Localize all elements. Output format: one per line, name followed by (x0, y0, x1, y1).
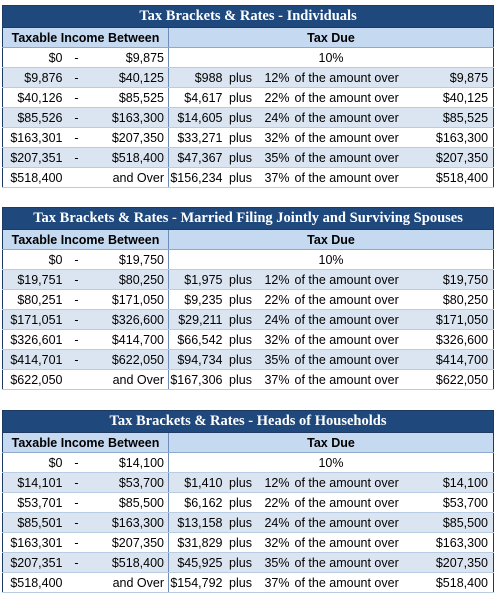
table-row (3, 88, 494, 108)
tax-rate: 35% (257, 148, 293, 168)
range-dash: - (65, 88, 89, 108)
amount-over-value: $14,100 (407, 473, 494, 493)
plus-label: plus (225, 533, 257, 553)
base-tax: $45,925 (169, 553, 225, 573)
amount-over-value: $518,400 (407, 573, 494, 593)
plus-label: plus (225, 493, 257, 513)
income-to: $9,875 (89, 48, 169, 68)
tax-rate: 35% (257, 350, 293, 370)
table-row (3, 573, 494, 593)
table-row (3, 108, 494, 128)
amount-over-value: $518,400 (407, 168, 494, 188)
income-from: $0 (3, 453, 65, 473)
table-row (3, 453, 494, 473)
plus-label: plus (225, 148, 257, 168)
income-to: $622,050 (89, 350, 169, 370)
header-tax-due: Tax Due (169, 433, 494, 453)
range-dash: - (65, 250, 89, 270)
header-taxable-income: Taxable Income Between (3, 28, 169, 48)
amount-over-value: $163,300 (407, 128, 494, 148)
plus-label: plus (225, 553, 257, 573)
tax-rate: 10% (169, 453, 494, 473)
amount-over-label: of the amount over (293, 473, 407, 493)
header-taxable-income: Taxable Income Between (3, 230, 169, 250)
plus-label: plus (225, 168, 257, 188)
amount-over-label: of the amount over (293, 553, 407, 573)
tax-rate: 32% (257, 330, 293, 350)
range-dash: - (65, 453, 89, 473)
income-to: $14,100 (89, 453, 169, 473)
base-tax: $1,410 (169, 473, 225, 493)
income-from: $85,526 (3, 108, 65, 128)
table-row (3, 370, 494, 390)
range-dash: - (65, 48, 89, 68)
tax-rate: 32% (257, 128, 293, 148)
amount-over-label: of the amount over (293, 513, 407, 533)
plus-label: plus (225, 270, 257, 290)
amount-over-value: $53,700 (407, 493, 494, 513)
table-row (3, 128, 494, 148)
income-from: $9,876 (3, 68, 65, 88)
table-row (3, 310, 494, 330)
tax-rate: 24% (257, 513, 293, 533)
table-row (3, 553, 494, 573)
income-to: $85,500 (89, 493, 169, 513)
income-to: $171,050 (89, 290, 169, 310)
income-from: $14,101 (3, 473, 65, 493)
plus-label: plus (225, 330, 257, 350)
amount-over-value: $40,125 (407, 88, 494, 108)
income-from: $80,251 (3, 290, 65, 310)
range-dash: - (65, 128, 89, 148)
tax-rate: 22% (257, 88, 293, 108)
tax-bracket-table (2, 207, 494, 390)
amount-over-value: $163,300 (407, 533, 494, 553)
tax-rate: 22% (257, 493, 293, 513)
base-tax: $988 (169, 68, 225, 88)
amount-over-label: of the amount over (293, 148, 407, 168)
table-row (3, 533, 494, 553)
income-from: $326,601 (3, 330, 65, 350)
range-dash: - (65, 68, 89, 88)
amount-over-value: $207,350 (407, 553, 494, 573)
plus-label: plus (225, 350, 257, 370)
amount-over-label: of the amount over (293, 270, 407, 290)
amount-over-value: $326,600 (407, 330, 494, 350)
table-title: Tax Brackets & Rates - Heads of Households (3, 411, 494, 433)
tax-rate: 12% (257, 68, 293, 88)
amount-over-label: of the amount over (293, 493, 407, 513)
table-row (3, 250, 494, 270)
table-row (3, 48, 494, 68)
plus-label: plus (225, 290, 257, 310)
tax-rate: 35% (257, 553, 293, 573)
base-tax: $66,542 (169, 330, 225, 350)
income-from: $622,050 (3, 370, 65, 390)
base-tax: $154,792 (169, 573, 225, 593)
amount-over-label: of the amount over (293, 128, 407, 148)
income-from: $40,126 (3, 88, 65, 108)
income-to: $40,125 (89, 68, 169, 88)
income-from: $171,051 (3, 310, 65, 330)
amount-over-value: $85,500 (407, 513, 494, 533)
range-dash: - (65, 513, 89, 533)
amount-over-label: of the amount over (293, 310, 407, 330)
plus-label: plus (225, 573, 257, 593)
plus-label: plus (225, 473, 257, 493)
tax-rate: 37% (257, 370, 293, 390)
income-to: $207,350 (89, 128, 169, 148)
amount-over-value: $414,700 (407, 350, 494, 370)
plus-label: plus (225, 88, 257, 108)
tax-bracket-table (2, 410, 494, 593)
range-dash: - (65, 473, 89, 493)
plus-label: plus (225, 108, 257, 128)
income-from: $163,301 (3, 128, 65, 148)
plus-label: plus (225, 128, 257, 148)
base-tax: $33,271 (169, 128, 225, 148)
amount-over-label: of the amount over (293, 533, 407, 553)
amount-over-label: of the amount over (293, 573, 407, 593)
range-dash: - (65, 310, 89, 330)
income-to: $163,300 (89, 108, 169, 128)
income-from: $53,701 (3, 493, 65, 513)
table-title: Tax Brackets & Rates - Married Filing Jointly and Surviving Spouses (3, 208, 494, 230)
base-tax: $47,367 (169, 148, 225, 168)
tax-rate: 10% (169, 48, 494, 68)
table-row (3, 68, 494, 88)
base-tax: $31,829 (169, 533, 225, 553)
table-row (3, 473, 494, 493)
amount-over-label: of the amount over (293, 290, 407, 310)
income-to: $19,750 (89, 250, 169, 270)
income-to: $414,700 (89, 330, 169, 350)
base-tax: $29,211 (169, 310, 225, 330)
base-tax: $14,605 (169, 108, 225, 128)
table-row (3, 148, 494, 168)
base-tax: $156,234 (169, 168, 225, 188)
income-to: $518,400 (89, 553, 169, 573)
range-dash: - (65, 533, 89, 553)
base-tax: $9,235 (169, 290, 225, 310)
base-tax: $1,975 (169, 270, 225, 290)
amount-over-value: $171,050 (407, 310, 494, 330)
amount-over-value: $9,875 (407, 68, 494, 88)
amount-over-label: of the amount over (293, 370, 407, 390)
range-dash: - (65, 108, 89, 128)
amount-over-label: of the amount over (293, 168, 407, 188)
income-and-over: and Over (65, 370, 169, 390)
table-row (3, 270, 494, 290)
tax-rate: 12% (257, 270, 293, 290)
tax-rate: 24% (257, 310, 293, 330)
header-taxable-income: Taxable Income Between (3, 433, 169, 453)
amount-over-label: of the amount over (293, 68, 407, 88)
tax-rate: 10% (169, 250, 494, 270)
income-to: $518,400 (89, 148, 169, 168)
table-row (3, 350, 494, 370)
tax-rate: 32% (257, 533, 293, 553)
amount-over-label: of the amount over (293, 88, 407, 108)
income-from: $0 (3, 48, 65, 68)
header-tax-due: Tax Due (169, 230, 494, 250)
tax-bracket-table (2, 5, 494, 188)
range-dash: - (65, 290, 89, 310)
plus-label: plus (225, 68, 257, 88)
tax-rate: 22% (257, 290, 293, 310)
income-from: $207,351 (3, 148, 65, 168)
income-to: $53,700 (89, 473, 169, 493)
income-and-over: and Over (65, 168, 169, 188)
table-row (3, 493, 494, 513)
table-row (3, 330, 494, 350)
range-dash: - (65, 330, 89, 350)
amount-over-value: $622,050 (407, 370, 494, 390)
amount-over-value: $19,750 (407, 270, 494, 290)
income-to: $163,300 (89, 513, 169, 533)
tax-rate: 24% (257, 108, 293, 128)
income-to: $80,250 (89, 270, 169, 290)
base-tax: $13,158 (169, 513, 225, 533)
income-to: $207,350 (89, 533, 169, 553)
plus-label: plus (225, 370, 257, 390)
range-dash: - (65, 270, 89, 290)
income-from: $19,751 (3, 270, 65, 290)
income-from: $85,501 (3, 513, 65, 533)
plus-label: plus (225, 513, 257, 533)
amount-over-value: $80,250 (407, 290, 494, 310)
range-dash: - (65, 148, 89, 168)
table-title: Tax Brackets & Rates - Individuals (3, 6, 494, 28)
amount-over-label: of the amount over (293, 350, 407, 370)
income-from: $0 (3, 250, 65, 270)
table-row (3, 513, 494, 533)
income-from: $414,701 (3, 350, 65, 370)
base-tax: $94,734 (169, 350, 225, 370)
amount-over-label: of the amount over (293, 108, 407, 128)
plus-label: plus (225, 310, 257, 330)
income-and-over: and Over (65, 573, 169, 593)
base-tax: $4,617 (169, 88, 225, 108)
range-dash: - (65, 350, 89, 370)
income-to: $326,600 (89, 310, 169, 330)
base-tax: $167,306 (169, 370, 225, 390)
income-from: $207,351 (3, 553, 65, 573)
tax-rate: 37% (257, 573, 293, 593)
amount-over-label: of the amount over (293, 330, 407, 350)
income-from: $518,400 (3, 168, 65, 188)
range-dash: - (65, 553, 89, 573)
table-row (3, 168, 494, 188)
income-to: $85,525 (89, 88, 169, 108)
table-row (3, 290, 494, 310)
base-tax: $6,162 (169, 493, 225, 513)
tax-rate: 37% (257, 168, 293, 188)
header-tax-due: Tax Due (169, 28, 494, 48)
amount-over-value: $207,350 (407, 148, 494, 168)
income-from: $518,400 (3, 573, 65, 593)
income-from: $163,301 (3, 533, 65, 553)
tax-rate: 12% (257, 473, 293, 493)
range-dash: - (65, 493, 89, 513)
amount-over-value: $85,525 (407, 108, 494, 128)
